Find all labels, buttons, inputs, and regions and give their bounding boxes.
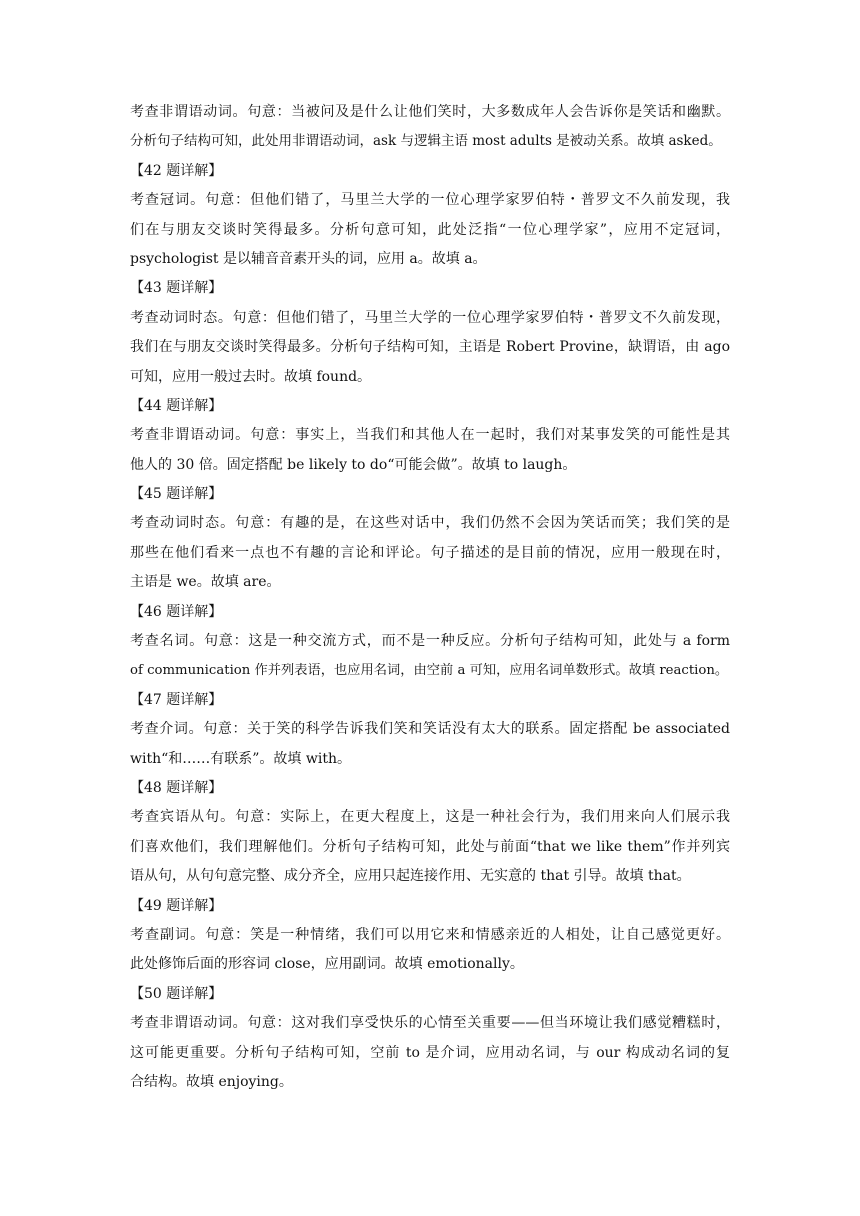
explanation-line: 考查动词时态。句意：但他们错了，马里兰大学的一位心理学家罗伯特・普罗文不久前发现， (130, 309, 730, 326)
explanation-line: of communication 作并列表语，也应用名词，由空前 a 可知，应用名词单数形式。故填 reaction。 (130, 663, 729, 679)
explanation-line: 们在与朋友交谈时笑得最多。分析句意可知，此处泛指“一位心理学家”，应用不定冠词， (130, 221, 730, 238)
question-heading: 【50 题详解】 (130, 985, 223, 1002)
question-heading: 【42 题详解】 (130, 162, 223, 179)
explanation-line: 这可能更重要。分析句子结构可知，空前 to 是介词，应用动名词，与 our 构成动名词的复 (130, 1044, 730, 1061)
explanation-line: 考查非谓语动词。句意：这对我们享受快乐的心情至关重要——但当环境让我们感觉糟糕时， (130, 1015, 730, 1032)
question-heading: 【49 题详解】 (130, 897, 223, 914)
question-heading: 【44 题详解】 (130, 397, 223, 414)
explanation-line: 那些在他们看来一点也不有趣的言论和评论。句子描述的是目前的情况，应用一般现在时， (130, 544, 730, 561)
explanation-line: 可知，应用一般过去时。故填 found。 (130, 368, 372, 385)
explanation-line: 主语是 we。故填 are。 (130, 574, 281, 591)
explanation-50 (130, 980, 730, 1098)
explanation-41 (130, 98, 730, 157)
explanation-line: 们喜欢他们，我们理解他们。分析句子结构可知，此处与前面“that we like them”作并列宾 (130, 838, 730, 855)
explanation-47 (130, 686, 730, 774)
answer-explanations (130, 98, 730, 1097)
explanation-line: 合结构。故填 enjoying。 (130, 1073, 293, 1090)
question-heading: 【47 题详解】 (130, 691, 223, 708)
explanation-line: 考查动词时态。句意：有趣的是，在这些对话中，我们仍然不会因为笑话而笑；我们笑的是 (130, 515, 730, 532)
question-heading: 【46 题详解】 (130, 603, 223, 620)
question-heading: 【48 题详解】 (130, 779, 223, 796)
explanation-line: 考查冠词。句意：但他们错了，马里兰大学的一位心理学家罗伯特・普罗文不久前发现，我 (130, 192, 730, 209)
explanation-43 (130, 274, 730, 392)
explanation-line: 考查宾语从句。句意：实际上，在更大程度上，这是一种社会行为，我们用来向人们展示我 (130, 809, 730, 826)
explanation-line: 此处修饰后面的形容词 close，应用副词。故填 emotionally。 (130, 956, 524, 973)
explanation-44 (130, 392, 730, 480)
explanation-48 (130, 774, 730, 892)
explanation-line: psychologist 是以辅音音素开头的词，应用 a。故填 a。 (130, 250, 487, 267)
explanation-line: 考查非谓语动词。句意：事实上，当我们和其他人在一起时，我们对某事发笑的可能性是其 (130, 427, 730, 444)
question-heading: 【43 题详解】 (130, 280, 223, 297)
explanation-line: 分析句子结构可知，此处用非谓语动词，ask 与逻辑主语 most adults 是被动关系。故填 asked。 (130, 133, 722, 150)
explanation-46 (130, 598, 730, 686)
explanation-line: 考查名词。句意：这是一种交流方式，而不是一种反应。分析句子结构可知，此处与 a form (130, 633, 730, 650)
explanation-line: 我们在与朋友交谈时笑得最多。分析句子结构可知，主语是 Robert Provine，缺谓语，由 ago (130, 339, 730, 356)
explanation-line: 考查非谓语动词。句意：当被问及是什么让他们笑时，大多数成年人会告诉你是笑话和幽默。 (130, 104, 730, 120)
explanation-line: 考查副词。句意：笑是一种情绪，我们可以用它来和情感亲近的人相处，让自己感觉更好。 (130, 926, 730, 943)
explanation-line: 考查介词。句意：关于笑的科学告诉我们笑和笑话没有太大的联系。固定搭配 be associated (130, 721, 730, 738)
explanation-45 (130, 480, 730, 598)
explanation-49 (130, 892, 730, 980)
explanation-42 (130, 157, 730, 275)
explanation-line: 他人的 30 倍。固定搭配 be likely to do“可能会做”。故填 to laugh。 (130, 456, 577, 473)
explanation-line: with“和……有联系”。故填 with。 (130, 750, 351, 767)
question-heading: 【45 题详解】 (130, 486, 223, 503)
explanation-line: 语从句，从句句意完整、成分齐全，应用只起连接作用、无实意的 that 引导。故填 that。 (130, 868, 691, 885)
